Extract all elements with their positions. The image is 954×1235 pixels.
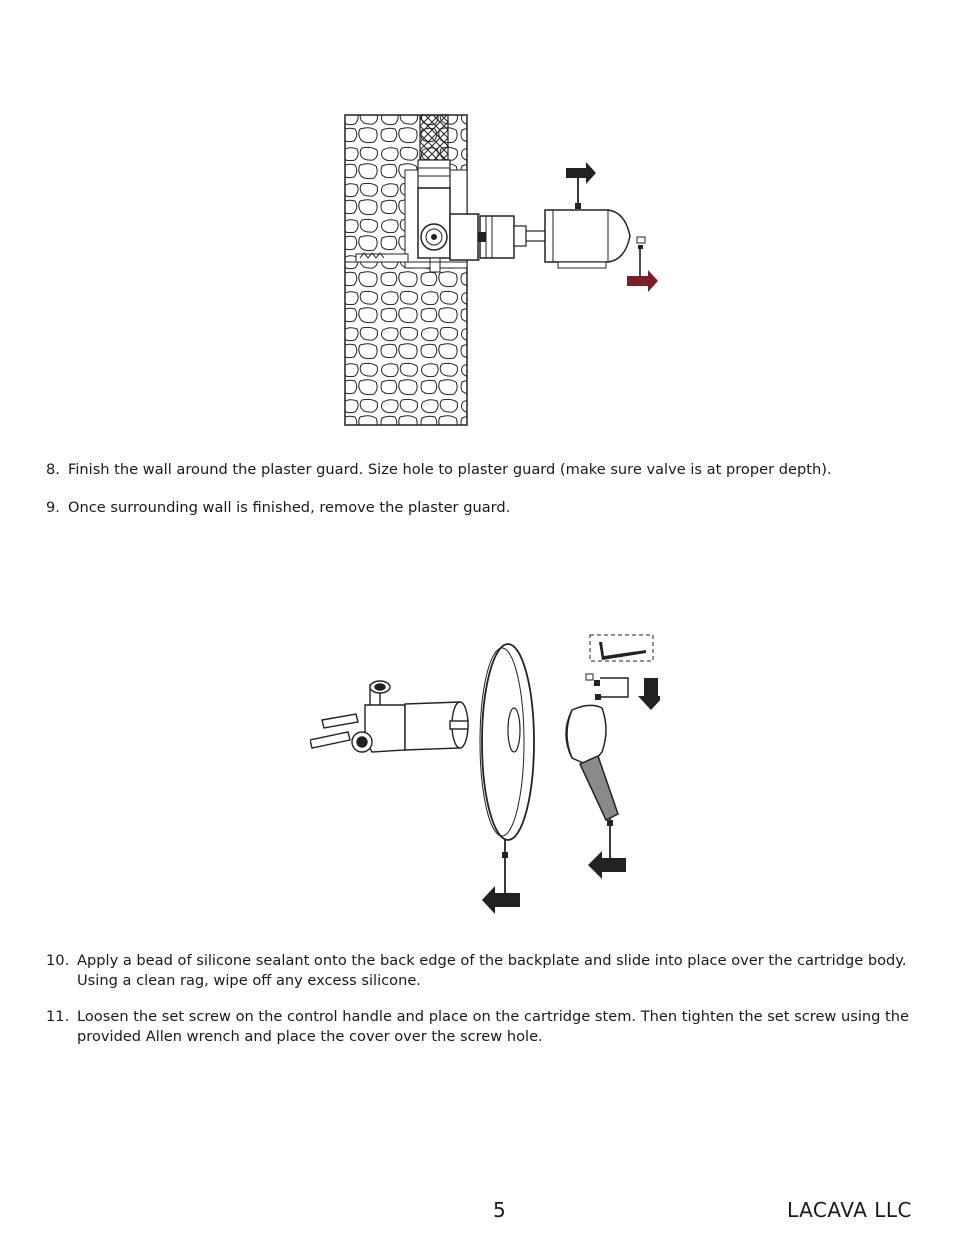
- control-handle: [566, 705, 618, 820]
- instruction-step-9: [46, 498, 906, 518]
- screw-down-arrow: [638, 678, 660, 710]
- plaster-guard: [545, 210, 630, 262]
- instruction-step-11: [46, 1007, 938, 1046]
- backplate: [482, 644, 534, 840]
- step-text: Finish the wall around the plaster guard. Size hole to plaster guard (make sure valve is at proper depth).: [68, 461, 832, 478]
- cartridge-stem: [526, 231, 546, 241]
- cartridge-body: [450, 214, 478, 260]
- step-text: Apply a bead of silicone sealant onto the back edge of the backplate and slide into place over the cartridge body. Using a clean rag, wipe off any excess silicone.: [77, 952, 907, 989]
- backplate-arrow: [482, 886, 520, 914]
- allen-wrench-box: [590, 635, 653, 661]
- step-number: 9.: [46, 499, 60, 516]
- step-number: 8.: [46, 461, 60, 478]
- rough-in-valve: [310, 681, 468, 752]
- handle-arrow: [588, 851, 626, 879]
- supply-pipe: [420, 115, 448, 160]
- step-number: 10.: [46, 952, 70, 969]
- company-name: LACAVA LLC: [787, 1198, 912, 1222]
- trim-installation-diagram: [310, 630, 660, 915]
- set-screw: [637, 237, 645, 243]
- step-text: Once surrounding wall is finished, remove the plaster guard.: [68, 499, 511, 516]
- step-number: 11.: [46, 1008, 70, 1025]
- step-text: Loosen the set screw on the control handle and place on the cartridge stem. Then tighten the set screw using the provided Allen wrench and place the cover over the screw hole.: [77, 1008, 909, 1045]
- remove-guard-arrow: [566, 162, 596, 184]
- instruction-step-10: [46, 951, 938, 990]
- plaster-guard-removal-diagram: [340, 110, 670, 430]
- page-number: 5: [493, 1198, 506, 1222]
- instruction-step-8: [46, 460, 906, 480]
- remove-screw-arrow: [627, 270, 658, 292]
